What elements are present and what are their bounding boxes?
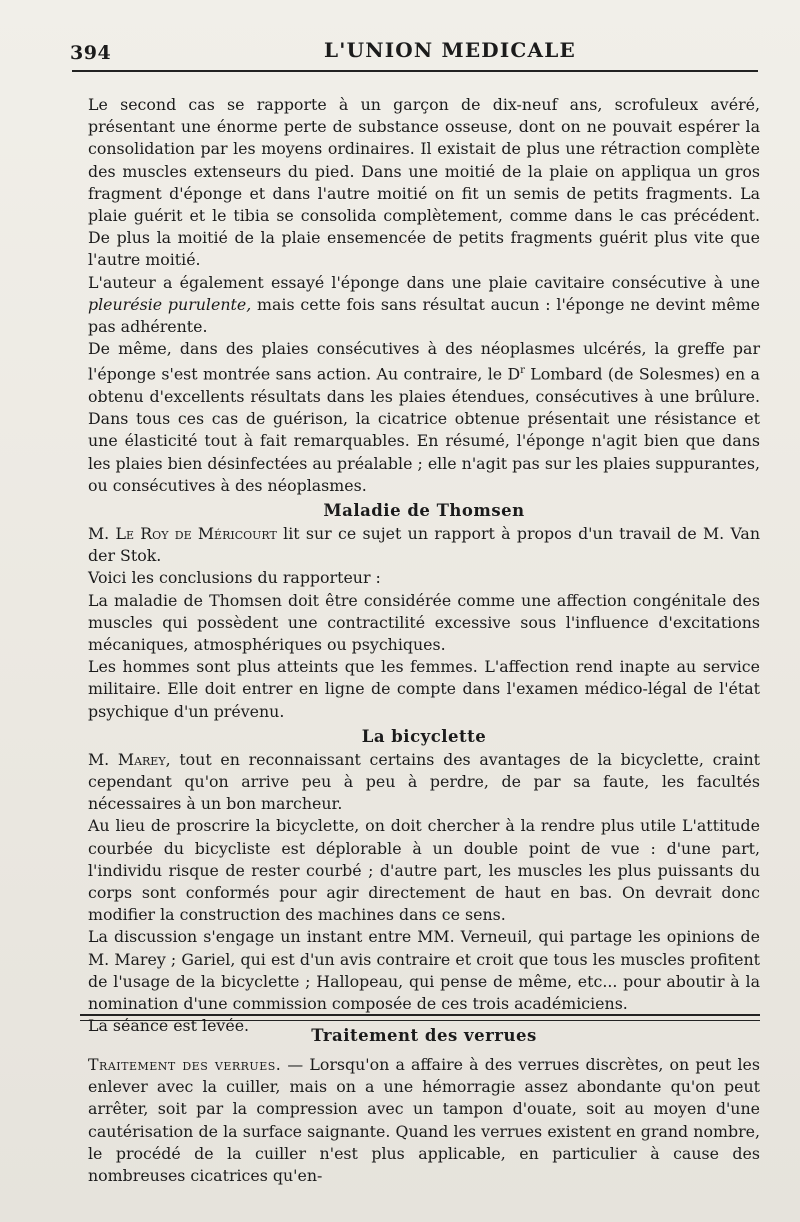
paragraph-thomsen-definition: La maladie de Thomsen doit être considérée comme une affection congénitale des muscles qui possèdent une contractilité excessive sous l'influence d'excitations mécaniques, atmosphériques ou psychiques. xyxy=(88,590,760,654)
heading-verrues: Traitement des verrues xyxy=(311,1026,537,1045)
page-number: 394 xyxy=(70,42,112,64)
paragraph-pleurisy: L'auteur a également essayé l'éponge dans une plaie cavitaire consécutive à une pleurésie purulente, mais cette fois sans résultat aucun : l'éponge ne devint même pas adhérente. xyxy=(88,272,761,337)
heading-thomsen: Maladie de Thomsen xyxy=(323,500,525,520)
section-divider xyxy=(80,1014,760,1021)
running-title: L'UNION MEDICALE xyxy=(324,38,576,62)
paragraph-marey: M. Marey, tout en reconnaissant certains des avantages de la bicyclette, craint cependant qu'on arrive peu à peu à perdre, de par sa faute, les facultés nécessaires à un bon marcheur. xyxy=(88,749,760,814)
paragraph-second-case: Le second cas se rapporte à un garçon de dix-neuf ans, scrofuleux avéré, présentant une énorme perte de substance osseuse, dont on ne pouvait espérer la consolidation par les moyens ordinaires. Il existait de plus une rétraction complète des muscles extenseurs du pied. Dans une moitié de la plaie on appliqua un gros fragment d'éponge et dans l'autre moitié on fit un semis de petits fragments. La plaie guérit et le tibia se consolida complètement, comme dans le cas précédent. De plus la moitié de la plaie ensemencée de petits fragments guérit plus vite que l'autre moitié. xyxy=(88,95,760,270)
paragraph-discussion: La discussion s'engage un instant entre MM. Verneuil, qui partage les opinions de M. Marey ; Gariel, qui est d'un avis contraire et croit que tous les muscles profitent de l'usage de la bicyclette ; Hallopeau, qui pense de même, etc... pour aboutir à la nomination d'une commission composée de ces trois académiciens. xyxy=(88,927,760,1013)
paragraph-verrues: Traitement des verrues. — Lorsqu'on a affaire à des verrues discrètes, on peut les enlever avec la cuiller, mais on a une hémorragie assez abondante qu'on peut arrêter, soit par la compression avec un tampon d'ouate, soit au moyen d'une cautérisation de la surface saignante. Quand les verrues existent en grand nombre, le procédé de la cuiller n'est plus applicable, en particulier à cause des nombreuses cicatrices qu'en- xyxy=(88,1055,760,1186)
paragraph-thomsen-men: Les hommes sont plus atteints que les femmes. L'affection rend inapte au service militaire. Elle doit entrer en ligne de compte dans l'examen médico-légal de l'état psychique d'un prévenu. xyxy=(88,657,760,721)
paragraph-neoplasms: De même, dans des plaies consécutives à des néoplasmes ulcérés, la greffe par l'éponge s'est montrée sans action. Au contraire, le $D^r$ Lombard (de Solesmes) en a obtenu d'excellents résultats dans les plaies étendues, consécutives à une brûlure. Dans tous ces cas de guérison, la cicatrice obtenue présentait une résistance et une élasticité tout à fait remarquables. En résumé, l'éponge n'agit bien que dans les plaies bien désinfectées au préalable ; elle n'agit pas sur les plaies suppurantes, ou consécutives à des néoplasmes. xyxy=(88,339,760,495)
paragraph-seance-levee: La séance est levée. xyxy=(88,1016,250,1036)
heading-bicycle: La bicyclette xyxy=(361,726,487,746)
paragraph-bicycle-posture: Au lieu de proscrire la bicyclette, on doit chercher à la rendre plus utile L'attitude courbée du bicycliste est déplorable à un double point de vue : d'une part, l'individu risque de rester courbé ; d'autre part, les muscles les plus puissants du corps sont conformés pour agir directement de haut en bas. On devrait donc modifier la construction des machines dans ce sens. xyxy=(88,816,760,925)
article-body xyxy=(88,94,760,1037)
paragraph-le-roy: M. Le Roy de Méricourt lit sur ce sujet un rapport à propos d'un travail de M. Van der Stok. xyxy=(88,523,760,566)
paragraph-conclusions-intro: Voici les conclusions du rapporteur : xyxy=(88,568,381,588)
header-rule xyxy=(72,70,758,72)
article-section-verrues xyxy=(88,1024,760,1187)
page-header xyxy=(70,30,760,70)
